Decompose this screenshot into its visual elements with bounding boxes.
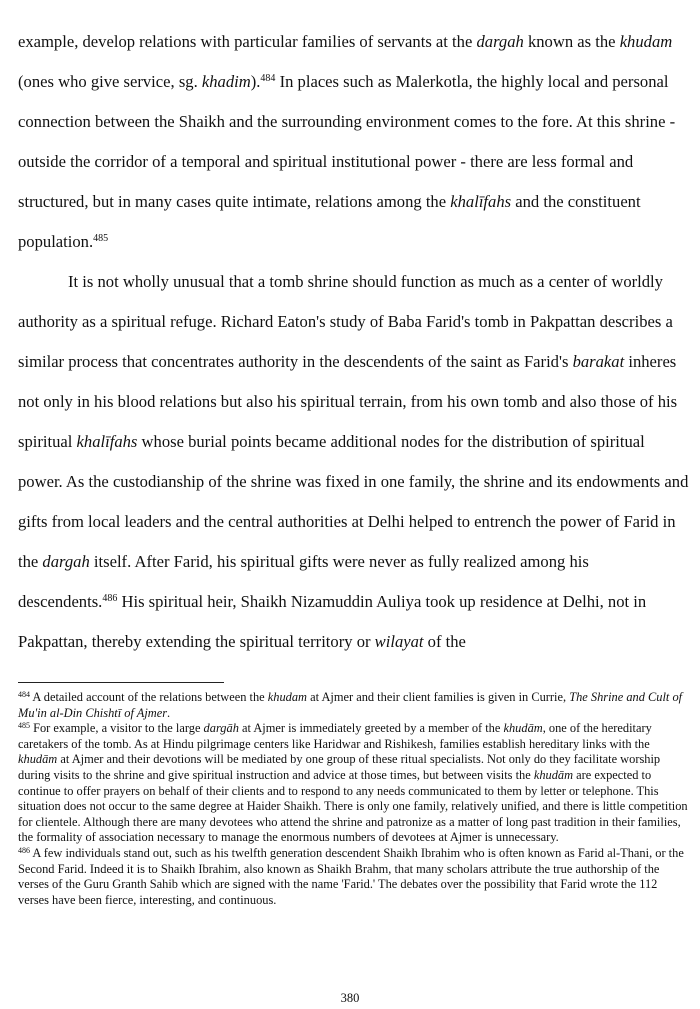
footnote-number: 486 xyxy=(18,845,30,855)
text-span: are expected to continue to offer prayers on behalf of their clients and to respond to any needs communicated to them by letter or telephone. This situation does not occur to the same degree at Haider Shaikh. There is only one family, relatively unified, and there is little competition for clientele. Although there are many devotees who attend the shrine and patronize as a matter of long past tradition in their families, the formality of association necessary to manage the enormous numbers of devotees at Ajmer is unnecessary. xyxy=(18,767,688,845)
text-span: A detailed account of the relations between the xyxy=(30,690,268,704)
text-span: For example, a visitor to the large xyxy=(30,721,204,736)
text-span: at Ajmer and their client families is given in Currie, xyxy=(306,690,570,704)
italic-term: dargāh xyxy=(203,721,239,736)
text-span: known as the xyxy=(523,32,620,51)
italic-term: dargah xyxy=(42,552,90,571)
text-span: ). xyxy=(250,72,261,91)
text-span: . xyxy=(167,705,171,720)
italic-term: khudām xyxy=(533,767,574,782)
page-number: 380 xyxy=(340,991,360,1005)
italic-term: barakat xyxy=(572,352,625,371)
footnote-485 xyxy=(18,721,688,846)
footnotes xyxy=(18,690,688,908)
text-span: In places such as Malerkotla, the highly local and personal connection between the Shaikh and the surrounding environment comes to the fore. At this shrine - outside the corridor of a temporal and spiritual institutional power - there are less formal and structured, but in many cases quite intimate, relations among the xyxy=(18,72,676,211)
text-span: It is not wholly unusual that a tomb shrine should function as much as a center of worldly authority as a spiritual refuge. Richard Eaton's study of Baba Farid's tomb in Pakpattan describes a similar process that concentrates authority in the descendents of the saint as Farid's xyxy=(18,272,673,371)
text-span: whose burial points became additional nodes for the distribution of spiritual power. As the custodianship of the shrine was fixed in one family, the shrine and its endowments and gifts from local leaders and the central authorities at Delhi helped to entrench the power of Farid in the xyxy=(18,432,689,571)
italic-term: wilayat xyxy=(374,632,424,651)
italic-term: khalīfahs xyxy=(76,432,138,451)
footnote-divider xyxy=(18,682,224,683)
text-span: inheres not only in his blood relations but also his spiritual terrain, from his own tomb and also those of his spiritual xyxy=(18,352,678,451)
text-span: at Ajmer is immediately greeted by a member of the xyxy=(238,721,504,736)
italic-term: khadim xyxy=(201,72,251,91)
text-span: A few individuals stand out, such as his twelfth generation descendent Shaikh Ibrahim who is often known as Farid al-Thani, or the Second Farid. Indeed it is to Shaikh Ibrahim, also known as Shaikh Brahm, that many scholars attribute the true authorship of the verses of the Guru Granth Sahib which are signed with the name 'Farid.' The debates over the possibility that Farid wrote the 112 verses have been fierce, interesting, and continuous. xyxy=(18,845,684,907)
text-span: , one of the hereditary caretakers of the tomb. As at Hindu pilgrimage centers like Haridwar and Rishikesh, families establish hereditary links with the xyxy=(18,721,652,751)
italic-title: The Shrine and Cult of Mu'in al-Din Chishtī of Ajmer xyxy=(18,690,683,720)
text-span: (ones who give service, sg. xyxy=(18,72,202,91)
footnote-number: 484 xyxy=(18,690,30,699)
footnote-marker[interactable]: 486 xyxy=(102,593,118,604)
paragraph-1 xyxy=(18,22,690,262)
paragraph-2 xyxy=(18,262,690,662)
text-span: His spiritual heir, Shaikh Nizamuddin Auliya took up residence at Delhi, not in Pakpattan, thereby extending the spiritual territory or xyxy=(18,592,647,651)
italic-term: khudam xyxy=(619,32,673,51)
italic-term: khudām xyxy=(503,721,543,736)
footnote-486 xyxy=(18,846,688,908)
body-text xyxy=(18,22,690,662)
text-span: example, develop relations with particular families of servants at the xyxy=(18,32,477,51)
text-span: at Ajmer and their devotions will be mediated by one group of these ritual specialists. Not only do they facilitate worship during visits to the shrine and give spiritual instruction and advice at those times, but between visits the xyxy=(18,752,661,782)
footnote-484 xyxy=(18,690,688,721)
italic-term: khudām xyxy=(18,752,58,767)
text-span: and the constituent population. xyxy=(18,192,641,251)
italic-term: khalīfahs xyxy=(450,192,512,211)
text-span: itself. After Farid, his spiritual gifts were never as fully realized among his descendents. xyxy=(18,552,589,611)
italic-term: khudam xyxy=(267,690,307,704)
footnote-marker[interactable]: 485 xyxy=(93,233,109,244)
text-span: of the xyxy=(423,632,466,651)
footnote-marker[interactable]: 484 xyxy=(260,73,276,84)
footnote-number: 485 xyxy=(18,721,30,731)
italic-term: dargah xyxy=(476,32,524,51)
